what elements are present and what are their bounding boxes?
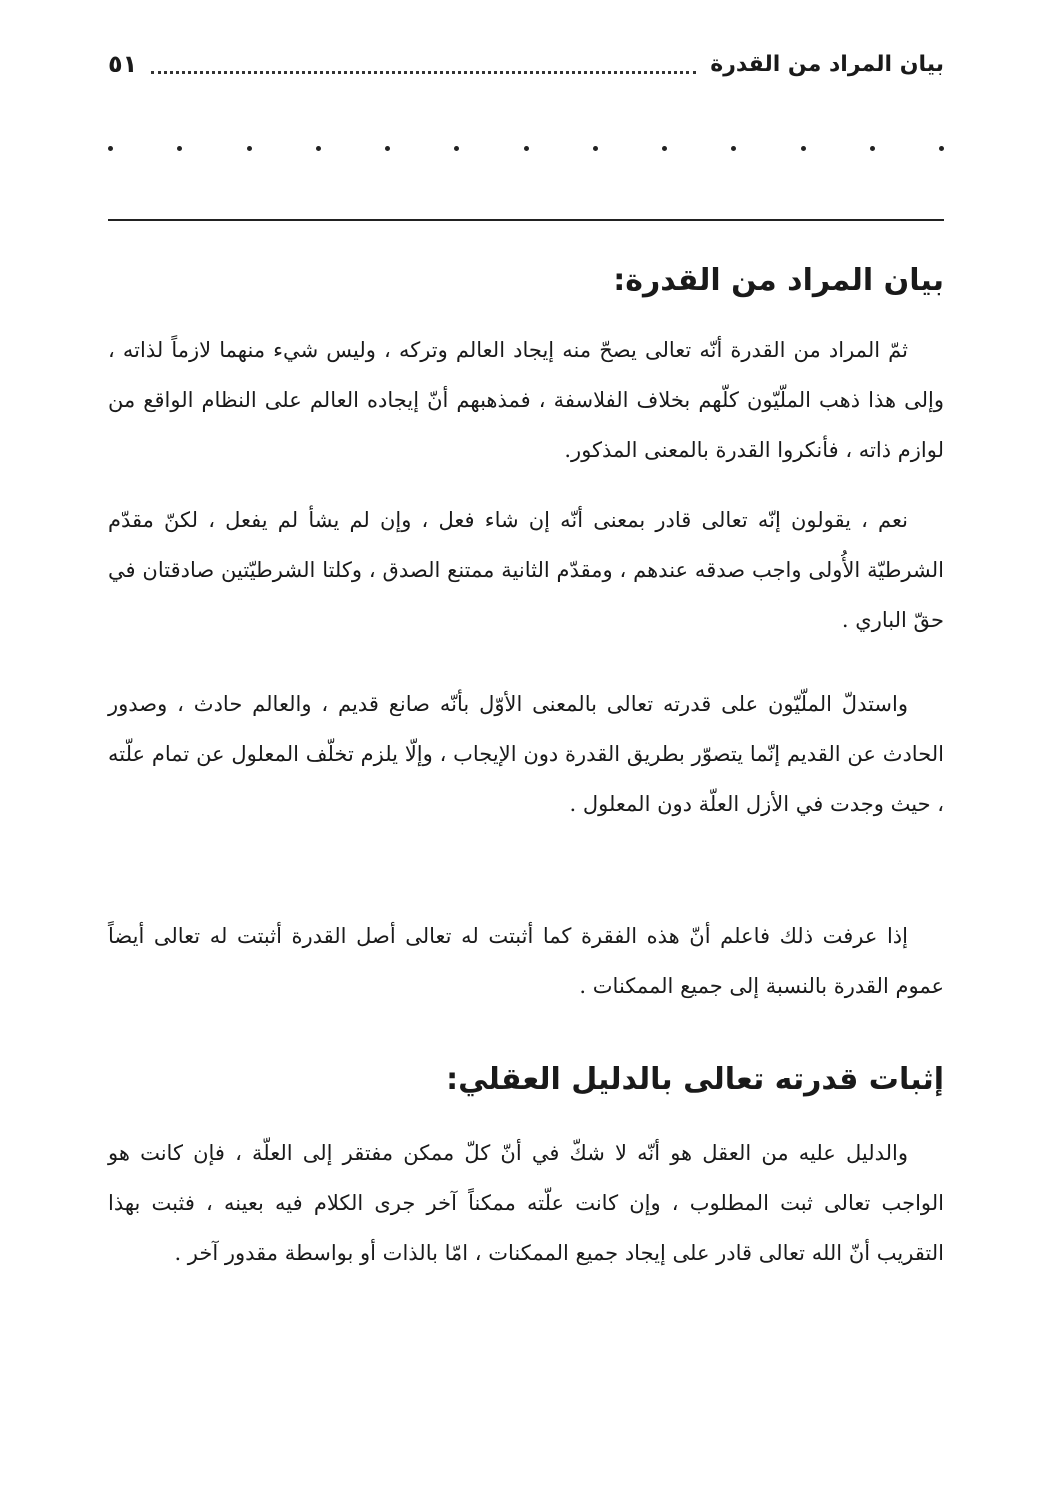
book-page [108, 0, 944, 1509]
ornament-dot [939, 146, 944, 151]
ornament-dot [593, 146, 598, 151]
ornament-dot [524, 146, 529, 151]
paragraph: واستدلّ الملّيّون على قدرته تعالى بالمعنى الأوّل بأنّه صانع قديم ، والعالم حادث ، وصدور الحادث عن القديم إنّما يتصوّر بطريق القدرة دون الإيجاب ، وإلّا يلزم تخلّف المعلول عن تمام علّته ، حيث وجدت في الأزل العلّة دون المعلول . [108, 692, 944, 816]
ornament-dot [454, 146, 459, 151]
section-heading: إثبات قدرته تعالى بالدليل العقلي: [446, 1062, 944, 1097]
paragraph: إذا عرفت ذلك فاعلم أنّ هذه الفقرة كما أثبتت له تعالى أصل القدرة أثبتت له تعالى أيضاً عموم القدرة بالنسبة إلى جميع الممكنات . [108, 924, 944, 998]
ornament-dot [316, 146, 321, 151]
ornament-dot [177, 146, 182, 151]
dotted-leader [151, 71, 696, 74]
section-heading: بيان المراد من القدرة: [613, 263, 944, 298]
paragraph: والدليل عليه من العقل هو أنّه لا شكّ في أنّ كلّ ممكن مفتقر إلى العلّة ، فإن كانت هو الواجب تعالى ثبت المطلوب ، وإن كانت علّته ممكناً آخر جرى الكلام فيه بعينه ، فثبت بهذا التقريب أنّ الله تعالى قادر على إيجاد جميع الممكنات ، امّا بالذات أو بواسطة مقدور آخر . [108, 1141, 944, 1265]
ornament-dot [385, 146, 390, 151]
header-divider [108, 219, 944, 221]
paragraph: ثمّ المراد من القدرة أنّه تعالى يصحّ منه إيجاد العالم وتركه ، وليس شيء منهما لازماً لذاته ، وإلى هذا ذهب الملّيّون كلّهم بخلاف الفلاسفة ، فمذهبهم أنّ إيجاده العالم على النظام الواقع من لوازم ذاته ، فأنكروا القدرة بالمعنى المذكور. [108, 338, 944, 462]
ornament-dot-row [108, 146, 944, 151]
running-header [108, 40, 944, 88]
ornament-dot [870, 146, 875, 151]
ornament-dot [108, 146, 113, 151]
ornament-dot [731, 146, 736, 151]
page-number: ٥١ [108, 50, 138, 78]
paragraph: نعم ، يقولون إنّه تعالى قادر بمعنى أنّه إن شاء فعل ، وإن لم يشأ لم يفعل ، لكنّ مقدّم الشرطيّة الأُولى واجب صدقه عندهم ، ومقدّم الثانية ممتنع الصدق ، وكلتا الشرطيّتين صادقتان في حقّ الباري . [108, 508, 944, 632]
ornament-dot [247, 146, 252, 151]
running-header-title: بيان المراد من القدرة [710, 51, 944, 77]
ornament-dot [662, 146, 667, 151]
ornament-dot [801, 146, 806, 151]
